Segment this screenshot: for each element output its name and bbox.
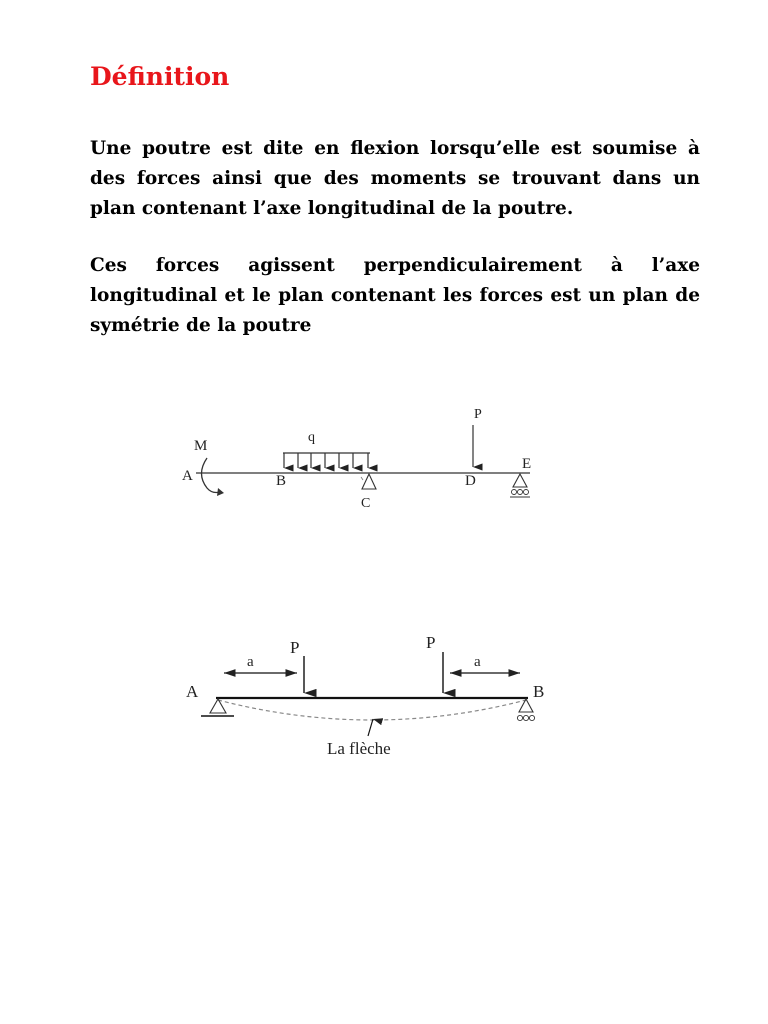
definition-paragraph-1: Une poutre est dite en flexion lorsqu’elle est soumise à des forces ainsi que des moments se trouvant dans un plan contenant l’axe longitudinal de la poutre.	[90, 138, 700, 219]
dimension-label-right: a	[474, 654, 481, 670]
force-label-left: P	[290, 638, 300, 657]
moment-arrow-icon	[202, 458, 225, 496]
support-label-a: A	[186, 682, 199, 701]
definition-paragraph-2: Ces forces agissent perpendiculairement à l’axe longitudinal et le plan contenant les forces est un plan de symétrie de la poutre	[90, 255, 700, 336]
point-label-b: B	[276, 473, 287, 489]
force-label: P	[474, 407, 482, 422]
page-title: Définition	[90, 62, 230, 91]
roller-support-icon	[510, 474, 530, 497]
load-label: q	[308, 430, 315, 445]
roller-support-icon	[517, 699, 534, 721]
beam-diagram-deflection	[0, 625, 768, 765]
force-label-right: P	[426, 633, 436, 652]
distributed-load-icon	[283, 453, 370, 468]
dimension-label-left: a	[247, 654, 254, 670]
pin-support-icon	[361, 474, 376, 489]
point-label-d: D	[465, 473, 476, 489]
moment-label: M	[194, 438, 208, 454]
beam-diagram-loads	[0, 395, 768, 525]
point-label-a: A	[182, 468, 193, 484]
support-label-b: B	[533, 682, 545, 701]
point-label-e: E	[522, 456, 532, 472]
point-label-c: C	[361, 496, 371, 511]
deflection-pointer-arrow-icon	[368, 719, 373, 736]
pin-support-icon	[201, 699, 234, 716]
deflection-label: La flèche	[327, 739, 391, 758]
deflection-curve	[218, 700, 526, 720]
